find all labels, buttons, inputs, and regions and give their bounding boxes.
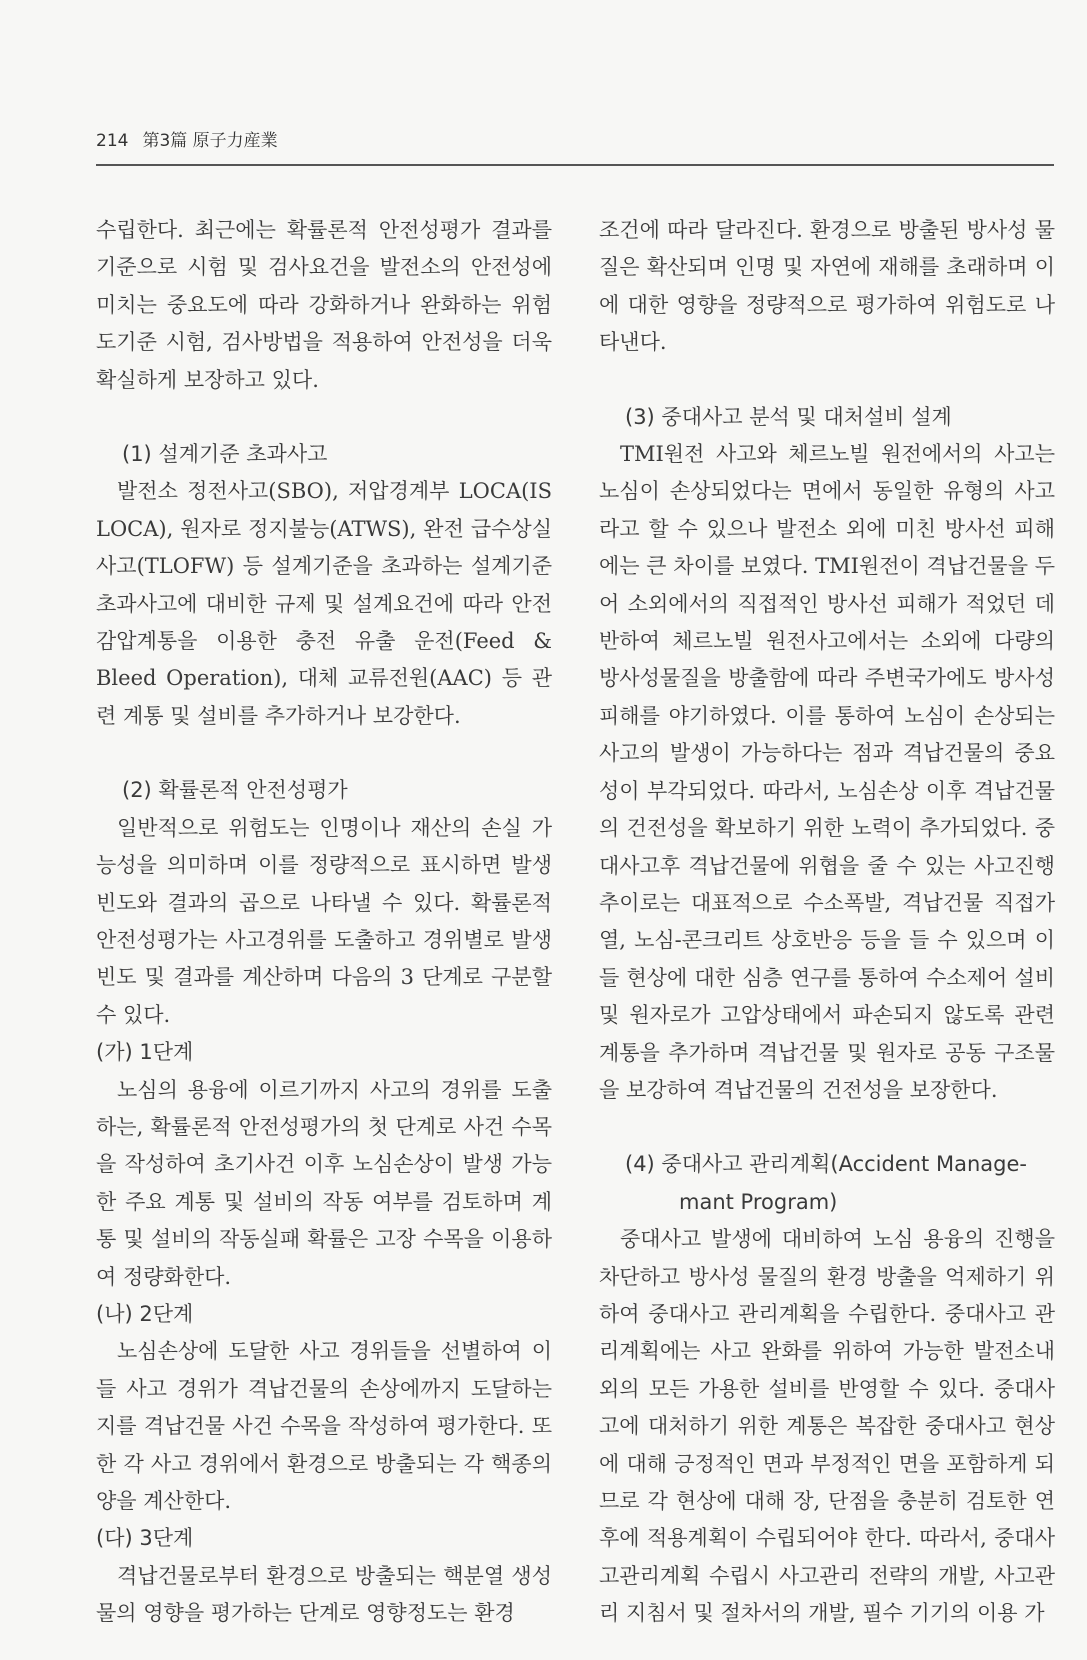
heading-probabilistic-safety: (2) 확률론적 안전성평가 (122, 778, 348, 803)
paragraph-design-basis-accident: 발전소 정전사고(SBO), 저압경계부 LOCA(IS LOCA), 원자로 정지불능(ATWS), 완전 급수상실 사고(TLOFW) 등 설계기준을 초과하는 설계기준 초과사고에 대비한 규제 및 설계요건에 따라 안전 감압계통을 이용한 충전 유출 운전(Feed & Bleed Operation), 대체 교류전원(AAC) 등 관련 계통 및 설비를 추가하거나 보강한다. (96, 479, 552, 728)
left-column (96, 212, 552, 1633)
heading-stage-1: (가) 1단계 (96, 1040, 194, 1065)
paragraph-stage-2: 노심손상에 도달한 사고 경위들을 선별하여 이들 사고 경위가 격납건물의 손상에까지 도달하는지를 격납건물 사건 수목을 작성하여 평가한다. 또한 각 사고 경위에서 환경으로 방출되는 각 핵종의 양을 계산한다. (96, 1339, 552, 1513)
heading-design-basis-accident: (1) 설계기준 초과사고 (122, 442, 328, 467)
heading-accident-management-line1: (4) 중대사고 관리계획(Accident Manage- (625, 1152, 1027, 1177)
paragraph-accident-management: 중대사고 발생에 대비하여 노심 용융의 진행을 차단하고 방사성 물질의 환경 방출을 억제하기 위하여 중대사고 관리계획을 수립한다. 중대사고 관리계획에는 사고 완화를 위하여 가능한 발전소내외의 모든 가용한 설비를 반영할 수 있다. 중대사고에 대처하기 위한 계통은 복잡한 중대사고 현상에 대해 긍정적인 면과 부정적인 면을 포함하게 되므로 각 현상에 대해 장, 단점을 충분히 검토한 연후에 적용계획이 수립되어야 한다. 따라서, 중대사고관리계획 수립시 사고관리 전략의 개발, 사고관리 지침서 및 절차서의 개발, 필수 기기의 이용 가 (599, 1227, 1055, 1626)
heading-severe-accident-analysis: (3) 중대사고 분석 및 대처설비 설계 (625, 404, 952, 429)
left-intro-paragraph: 수립한다. 최근에는 확률론적 안전성평가 결과를 기준으로 시험 및 검사요건을 발전소의 안전성에 미치는 중요도에 따라 강화하거나 완화하는 위험도기준 시험, 검사방법을 적용하여 안전성을 더욱 확실하게 보장하고 있다. (96, 218, 552, 392)
page-header (96, 126, 278, 151)
paragraph-severe-accident-analysis: TMI원전 사고와 체르노빌 원전에서의 사고는 노심이 손상되었다는 면에서 동일한 유형의 사고라고 할 수 있으나 발전소 외에 미친 방사선 피해에는 큰 차이를 보였다. TMI원전이 격납건물을 두어 소외에서의 직접적인 방사선 피해가 적었던 데 반하여 체르노빌 원전사고에서는 소외에 다량의 방사성물질을 방출함에 따라 주변국가에도 방사성 피해를 야기하였다. 이를 통하여 노심이 손상되는 사고의 발생이 가능하다는 점과 격납건물의 중요성이 부각되었다. 따라서, 노심손상 이후 격납건물의 건전성을 확보하기 위한 노력이 추가되었다. 중대사고후 격납건물에 위협을 줄 수 있는 사고진행 추이로는 대표적으로 수소폭발, 격납건물 직접가열, 노심-콘크리트 상호반응 등을 들 수 있으며 이들 현상에 대한 심층 연구를 통하여 수소제어 설비 및 원자로가 고압상태에서 파손되지 않도록 관련 계통을 추가하며 격납건물 및 원자로 공동 구조물을 보강하여 격납건물의 건전성을 보장한다. (599, 442, 1055, 1102)
header-rule (96, 164, 1054, 166)
heading-stage-2: (나) 2단계 (96, 1301, 194, 1326)
right-column (599, 212, 1055, 1633)
page-number: 214 (96, 131, 129, 151)
heading-stage-3: (다) 3단계 (96, 1526, 194, 1551)
paragraph-stage-1: 노심의 용융에 이르기까지 사고의 경위를 도출하는, 확률론적 안전성평가의 첫 단계로 사건 수목을 작성하여 초기사건 이후 노심손상이 발생 가능한 주요 계통 및 설비의 작동 여부를 검토하며 계통 및 설비의 작동실패 확률은 고장 수목을 이용하여 정량화한다. (96, 1077, 552, 1289)
heading-accident-management-line2: mant Program) (679, 1189, 838, 1214)
heading-accident-management (599, 1146, 1055, 1221)
paragraph-probabilistic-safety: 일반적으로 위험도는 인명이나 재산의 손실 가능성을 의미하며 이를 정량적으로 표시하면 발생빈도와 결과의 곱으로 나타낼 수 있다. 확률론적 안전성평가는 사고경위를 도출하고 경위별로 발생빈도 및 결과를 계산하며 다음의 3 단계로 구분할 수 있다. (96, 815, 552, 1027)
section-title: 第3篇 原子力産業 (142, 131, 278, 151)
paragraph-stage-3: 격납건물로부터 환경으로 방출되는 핵분열 생성물의 영향을 평가하는 단계로 영향정도는 환경 (96, 1563, 552, 1626)
right-intro-paragraph: 조건에 따라 달라진다. 환경으로 방출된 방사성 물질은 확산되며 인명 및 자연에 재해를 초래하며 이에 대한 영향을 정량적으로 평가하여 위험도로 나타낸다. (599, 218, 1055, 355)
